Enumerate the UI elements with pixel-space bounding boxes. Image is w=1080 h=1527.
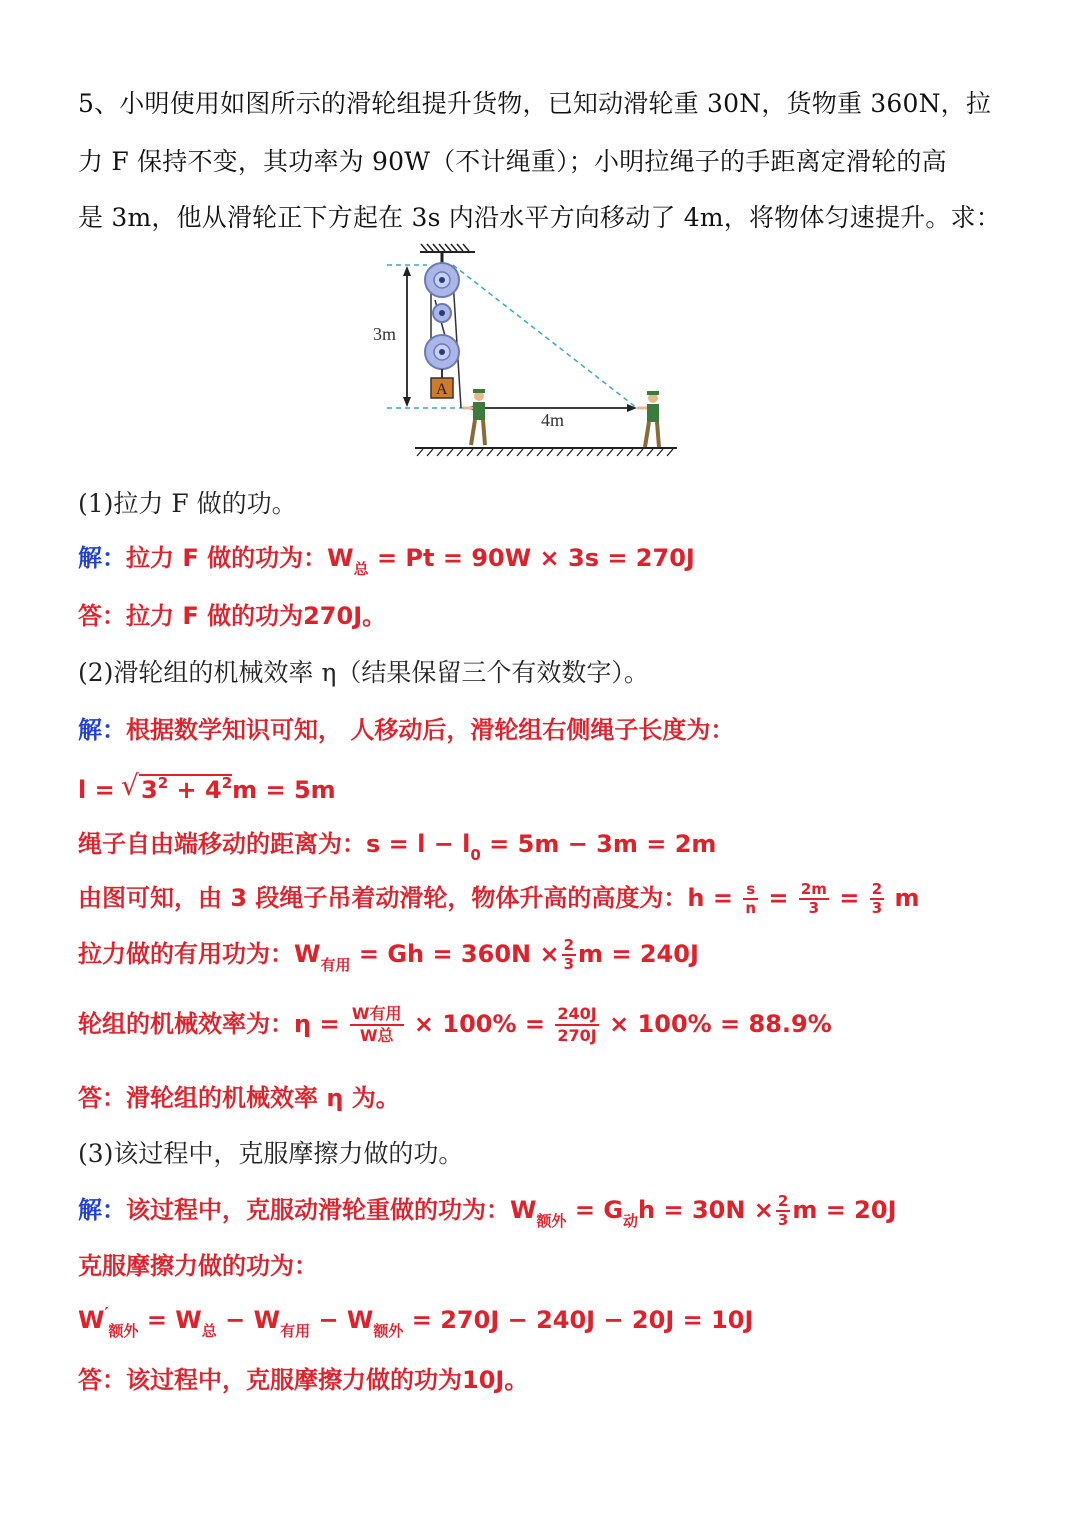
q3-solution-line-3 (78, 1302, 753, 1341)
q1-sol-text: 拉力 F 做的功为： (126, 544, 328, 572)
q3-l3-a: = W (138, 1306, 202, 1334)
q1-formula-w: W (327, 544, 354, 572)
frac-den: 3 (563, 955, 575, 973)
q2-l5-a: = Gh = 360N × (350, 940, 560, 968)
q3-l1-frac (776, 1193, 790, 1229)
pulley-figure (365, 240, 685, 460)
problem-line-1: 5、小明使用如图所示的滑轮组提升货物，已知动滑轮重 30N，货物重 360N，拉 (78, 89, 992, 118)
q3-l3-b: − W (216, 1306, 281, 1334)
q2-exp-a: 2 (157, 774, 169, 792)
frac-den: W总 (359, 1026, 394, 1045)
q2-solution-line-4: 由图可知，由 3 段绳子吊着动滑轮，物体升高的高度为：h = $\frac{s}{n}$ = $\frac{2m}{3}$ = $\frac{2}{3}$ m (78, 880, 920, 917)
height-label: 3m (373, 324, 397, 344)
q1-answer-text: 拉力 F 做的功为270J。 (126, 602, 387, 630)
q3-l3-prime: ′ (104, 1304, 109, 1322)
q2-solution-line-1 (78, 712, 734, 748)
person-end-icon (637, 391, 659, 447)
q2-l6-text: 轮组的机械效率为： (78, 1010, 294, 1038)
ceiling-mount (420, 244, 475, 265)
question-1: (1)拉力 F 做的功。 (78, 489, 297, 518)
frac-num: s (743, 881, 758, 900)
person-start-icon (463, 389, 485, 445)
question-2: (2)滑轮组的机械效率 η（结果保留三个有效数字）。 (78, 658, 649, 687)
rope-diagonal (453, 265, 637, 408)
q2-l4-h: h = (687, 884, 742, 912)
q3-jie-label: 解： (78, 1196, 126, 1224)
frac-num: 2 (871, 880, 883, 898)
q2-rad-b: + 4 (168, 776, 222, 804)
q3-solution-line-1 (78, 1192, 897, 1231)
q3-l3-sub-b: 有用 (280, 1322, 311, 1340)
q3-answer-text: 该过程中，克服摩擦力做的功为10J。 (126, 1366, 529, 1394)
q3-l1-sub: 额外 (536, 1212, 567, 1230)
q2-solution-line-2 (78, 772, 336, 808)
q2-l3-text: 绳子自由端移动的距离为： (78, 830, 366, 858)
q1-formula-sub: 总 (353, 560, 369, 578)
q2-l2-rhs: m = 5m (232, 776, 336, 804)
ground (415, 448, 677, 456)
frac-den: 3 (808, 899, 820, 917)
q2-l4-unit: m (886, 884, 920, 912)
frac-den: n (745, 899, 757, 917)
q2-answer-label: 答： (78, 1084, 126, 1112)
q1-formula-rest: = Pt = 90W × 3s = 270J (368, 544, 695, 572)
q3-l3-d: = 270J − 240J − 20J = 10J (403, 1306, 754, 1334)
small-pulley (433, 304, 451, 322)
frac-den: 3 (871, 899, 883, 917)
q3-l1-b: h = 30N × (638, 1196, 774, 1224)
q2-answer-text: 滑轮组的机械效率 η 为。 (126, 1084, 400, 1112)
q3-l1-sub2: 动 (623, 1212, 639, 1230)
cargo-box-label: A (436, 381, 448, 398)
q1-solution (78, 540, 695, 579)
q2-solution-line-3 (78, 826, 716, 865)
q3-l3-sub: 额外 (108, 1322, 139, 1340)
q2-frac-s-n (743, 881, 758, 917)
q2-l6-b: × 100% = 88.9% (600, 1010, 832, 1038)
q2-l6-frac-1 (350, 1004, 404, 1046)
frac-num: 2 (563, 936, 575, 954)
q2-solution-line-6 (78, 1004, 832, 1046)
q2-jie-label: 解： (78, 716, 126, 744)
frac-den: 3 (777, 1211, 789, 1229)
q3-answer-label: 答： (78, 1366, 126, 1394)
q2-l5-sub: 有用 (320, 956, 351, 974)
question-3: (3)该过程中，克服摩擦力做的功。 (78, 1139, 464, 1168)
q2-exp-b: 2 (221, 774, 233, 792)
q2-l6-eta: η = (294, 1010, 348, 1038)
problem-line-2: 力 F 保持不变，其功率为 90W（不计绳重）；小明拉绳子的手距离定滑轮的高 (78, 147, 947, 176)
q1-answer (78, 598, 386, 634)
q3-l3-sub-c: 额外 (373, 1322, 404, 1340)
frac-num: 2m (800, 880, 827, 898)
q3-l3-w: W (78, 1306, 105, 1334)
q2-frac-2-3 (870, 881, 884, 917)
q2-frac-2m-3 (799, 881, 829, 917)
distance-label: 4m (541, 410, 565, 430)
q2-l5-b: m = 240J (578, 940, 699, 968)
q3-l1-w: W (510, 1196, 537, 1224)
q2-l6-frac-2 (555, 1004, 598, 1046)
q2-l5-w: W (294, 940, 321, 968)
frac-den: 270J (557, 1026, 597, 1045)
q3-l1-a: = G (566, 1196, 624, 1224)
q3-l3-sub-a: 总 (201, 1322, 217, 1340)
q2-solution-line-5 (78, 936, 699, 975)
q1-answer-label: 答： (78, 602, 126, 630)
frac-num: 240J (555, 1004, 598, 1026)
q3-answer (78, 1362, 528, 1398)
q2-l3-sub: 0 (470, 846, 481, 864)
q2-l5-text: 拉力做的有用功为： (78, 940, 294, 968)
q3-l1-c: m = 20J (792, 1196, 897, 1224)
q3-l1-text: 该过程中，克服动滑轮重做的功为： (126, 1196, 510, 1224)
movable-pulley (425, 335, 459, 378)
q2-l3-a: s = l − l (366, 830, 471, 858)
frac-num: W有用 (350, 1004, 404, 1026)
q1-jie-label: 解： (78, 544, 126, 572)
q2-l2-lhs: l = (78, 776, 124, 804)
frac-num: 2 (777, 1192, 789, 1210)
q2-l4-text: 由图可知，由 3 段绳子吊着动滑轮，物体升高的高度为： (78, 884, 688, 912)
q2-l1-text: 根据数学知识可知， 人移动后，滑轮组右侧绳子长度为： (126, 716, 735, 744)
q2-l5-frac (562, 937, 576, 973)
q3-solution-line-2: 克服摩擦力做的功为： (78, 1252, 318, 1280)
q2-answer (78, 1080, 400, 1116)
q2-sqrt (139, 774, 232, 807)
q3-l3-c: − W (310, 1306, 374, 1334)
q2-rad-a: 3 (141, 776, 158, 804)
problem-line-3: 是 3m，他从滑轮正下方起在 3s 内沿水平方向移动了 4m，将物体匀速提升。求： (78, 203, 1001, 232)
q2-l6-a: × 100% = (405, 1010, 554, 1038)
q2-l3-b: = 5m − 3m = 2m (480, 830, 717, 858)
fixed-pulley (425, 263, 459, 297)
